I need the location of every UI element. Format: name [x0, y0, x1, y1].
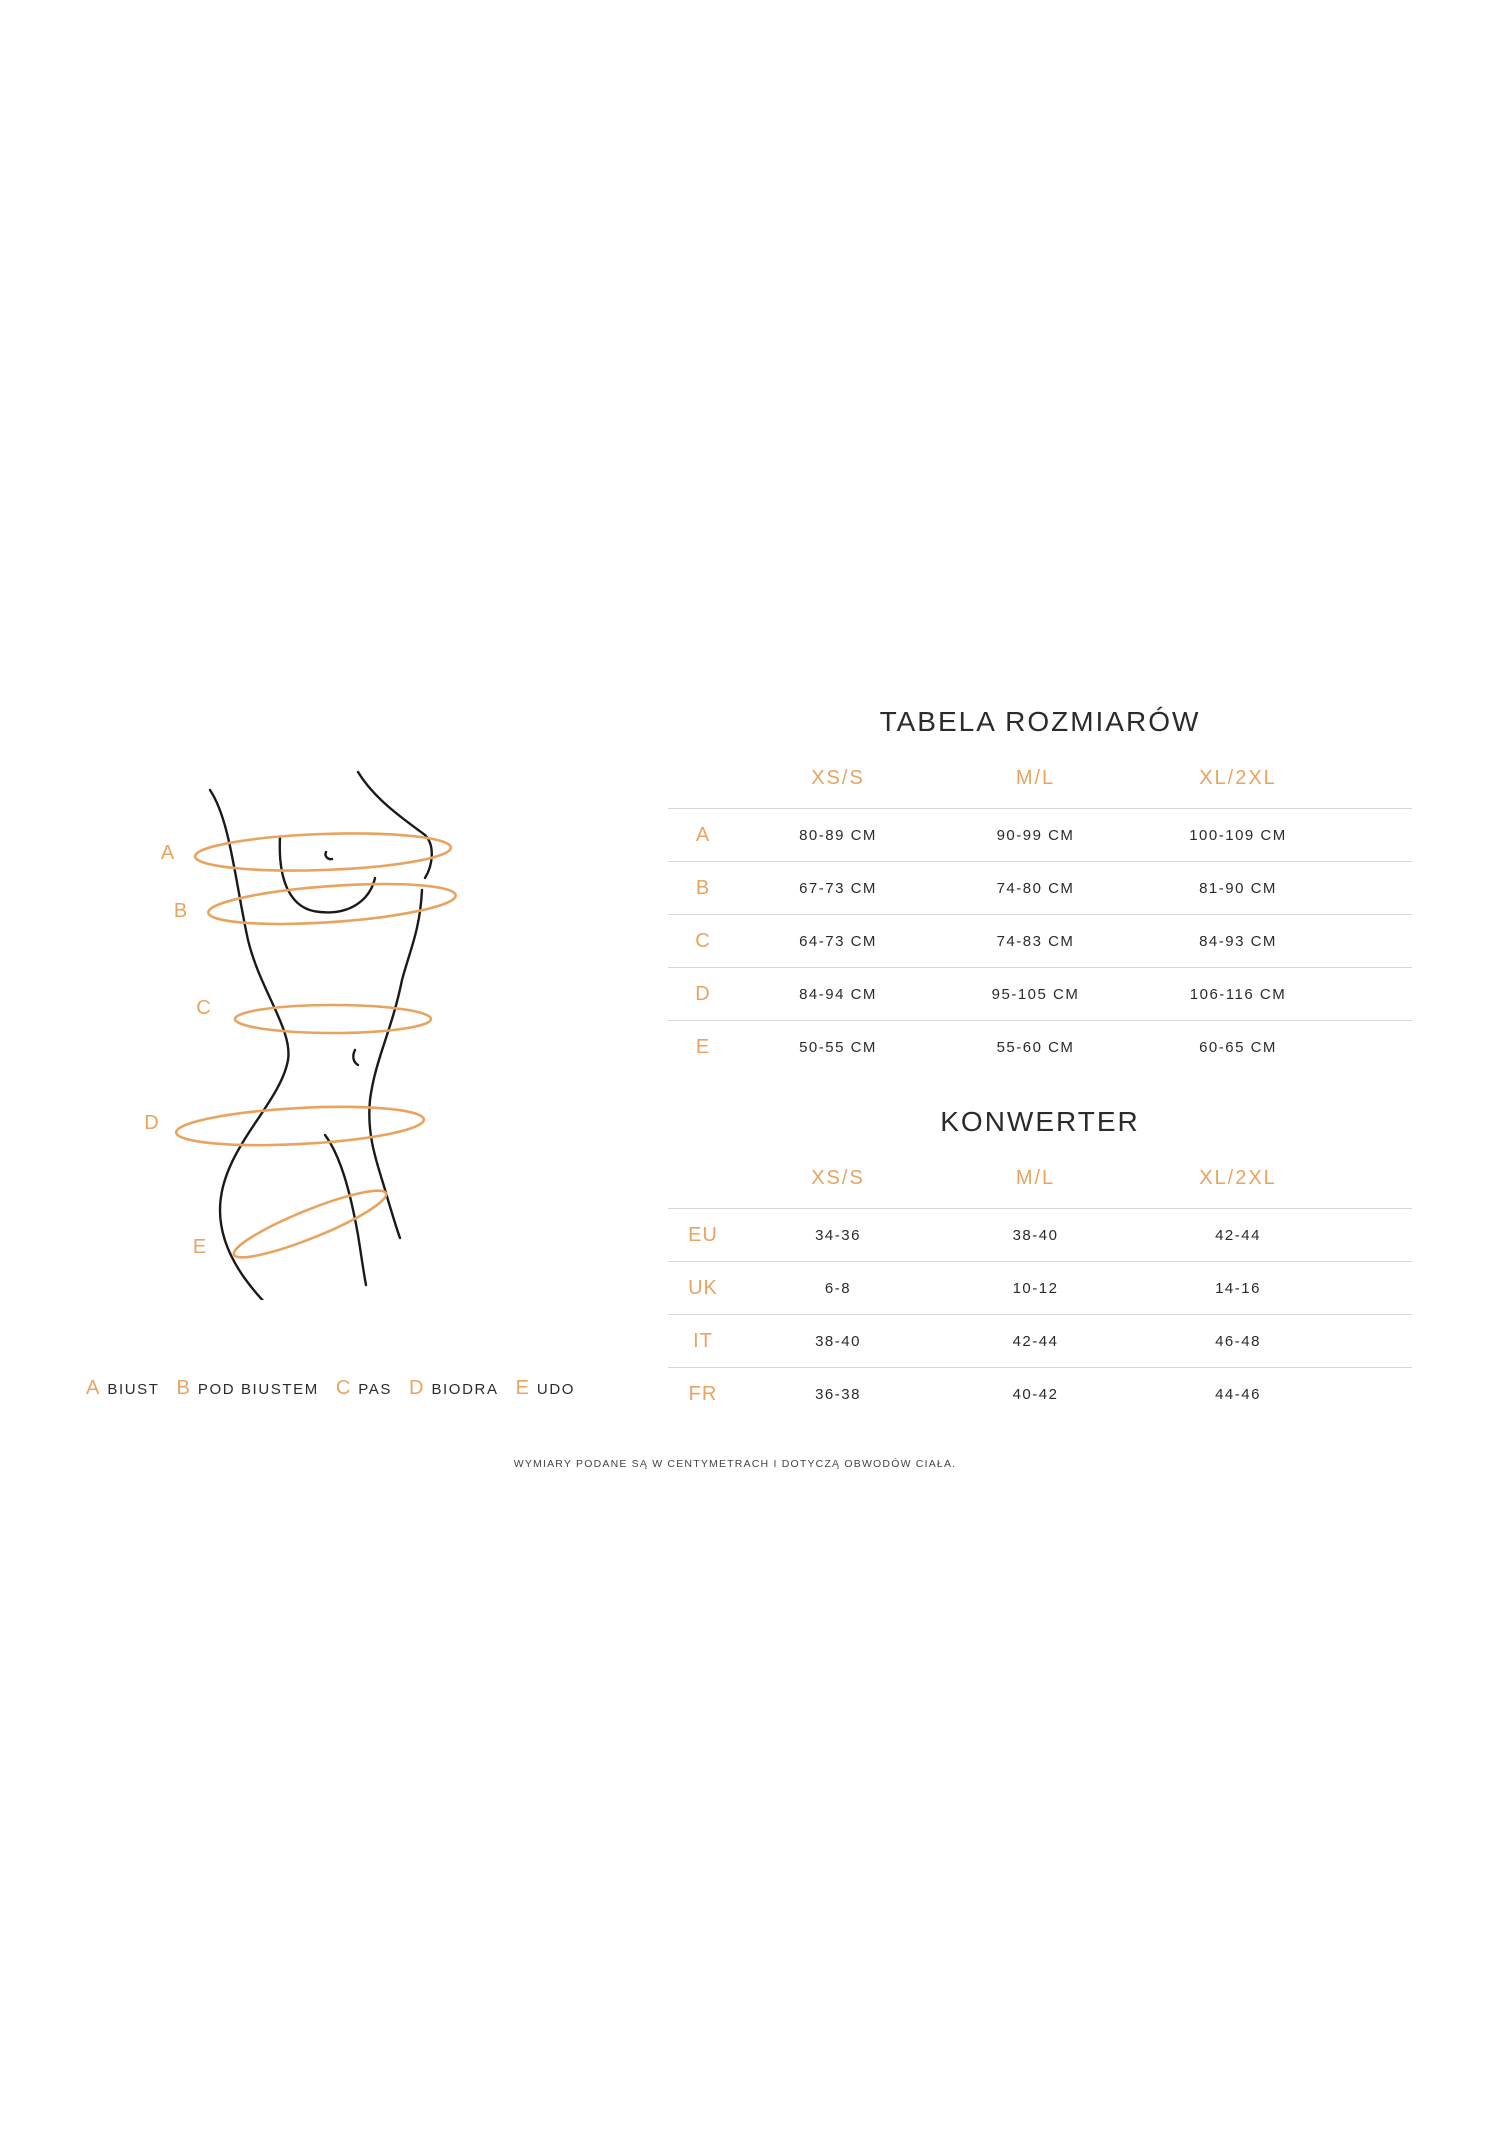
table-cell: 74-83 CM	[996, 932, 1075, 950]
legend-letter: B	[176, 1377, 190, 1399]
table-cell: 95-105 CM	[991, 985, 1080, 1003]
row-label: UK	[688, 1276, 718, 1299]
table-cell: 80-89 CM	[799, 826, 877, 844]
table-cell: 90-99 CM	[996, 826, 1075, 844]
row-label: C	[695, 929, 711, 952]
size-table-title: TABELA ROZMIARÓW	[879, 706, 1201, 737]
table-cell: 106-116 CM	[1189, 985, 1287, 1003]
legend-letter: D	[408, 1377, 424, 1399]
table-cell: 40-42	[1012, 1385, 1059, 1403]
row-label: FR	[688, 1382, 718, 1405]
legend-letter: E	[515, 1377, 529, 1399]
row-label: EU	[688, 1223, 718, 1246]
table-cell: 60-65 CM	[1199, 1038, 1277, 1056]
table-cell: 74-80 CM	[996, 879, 1075, 897]
converter-table-title: KONWERTER	[940, 1106, 1140, 1137]
table-row	[668, 809, 1412, 862]
row-label: B	[695, 876, 711, 899]
legend-label: BIODRA	[431, 1381, 499, 1398]
row-label: E	[695, 1035, 711, 1058]
table-cell: 42-44	[1012, 1332, 1059, 1350]
converter-header-row	[668, 1148, 1412, 1209]
legend-label: BIUST	[107, 1381, 160, 1398]
body-measurement-figure	[130, 760, 490, 1300]
table-cell: 81-90 CM	[1199, 879, 1277, 897]
table-cell: 55-60 CM	[996, 1038, 1075, 1056]
size-table	[668, 748, 1412, 1073]
size-table-header-row	[668, 748, 1412, 809]
size-header-xs-s: XS/S	[811, 1166, 865, 1189]
legend-label: UDO	[536, 1381, 576, 1398]
table-cell: 64-73 CM	[799, 932, 877, 950]
figure-letter-c: C	[196, 997, 212, 1019]
table-cell: 42-44	[1215, 1226, 1261, 1244]
table-row	[668, 1021, 1412, 1073]
table-row	[668, 1209, 1412, 1262]
body-outline-illustration	[130, 760, 490, 1300]
table-row	[668, 862, 1412, 915]
size-header-xl-2xl: XL/2XL	[1199, 1166, 1277, 1189]
table-cell: 84-93 CM	[1199, 932, 1277, 950]
table-row	[668, 915, 1412, 968]
table-cell: 84-94 CM	[799, 985, 877, 1003]
legend-letter: C	[335, 1377, 351, 1399]
table-cell: 46-48	[1215, 1332, 1261, 1350]
table-cell: 10-12	[1012, 1279, 1059, 1297]
table-row	[668, 1368, 1412, 1420]
legend-item	[86, 1377, 160, 1400]
table-cell: 36-38	[815, 1385, 861, 1403]
measurement-footnote: WYMIARY PODANE SĄ W CENTYMETRACH I DOTYCZĄ OBWODÓW CIAŁA.	[513, 1458, 957, 1470]
figure-letter-a: A	[160, 842, 176, 864]
size-header-m-l: M/L	[1015, 766, 1056, 789]
table-cell: 6-8	[824, 1279, 852, 1297]
legend-item	[409, 1377, 499, 1400]
legend-item	[177, 1377, 319, 1400]
table-cell: 100-109 CM	[1189, 826, 1287, 844]
legend-letter: A	[86, 1377, 100, 1399]
table-cell: 38-40	[815, 1332, 861, 1350]
table-row	[668, 1315, 1412, 1368]
size-header-xl-2xl: XL/2XL	[1199, 766, 1277, 789]
legend-label: POD BIUSTEM	[197, 1381, 319, 1398]
size-header-xs-s: XS/S	[811, 766, 865, 789]
measurement-legend	[86, 1377, 592, 1400]
figure-letter-b: B	[173, 900, 189, 922]
figure-letter-d: D	[144, 1112, 160, 1134]
table-cell: 34-36	[815, 1226, 861, 1244]
legend-item	[336, 1377, 392, 1400]
row-label: A	[695, 823, 711, 846]
table-cell: 67-73 CM	[799, 879, 877, 897]
table-cell: 50-55 CM	[799, 1038, 877, 1056]
legend-item	[516, 1377, 575, 1400]
converter-table	[668, 1148, 1412, 1420]
table-row	[668, 968, 1412, 1021]
row-label: IT	[693, 1329, 713, 1352]
table-row	[668, 1262, 1412, 1315]
legend-label: PAS	[358, 1381, 392, 1398]
table-cell: 38-40	[1012, 1226, 1059, 1244]
table-cell: 44-46	[1215, 1385, 1261, 1403]
figure-letter-e: E	[192, 1236, 208, 1258]
row-label: D	[695, 982, 711, 1005]
table-cell: 14-16	[1215, 1279, 1261, 1297]
size-header-m-l: M/L	[1015, 1166, 1056, 1189]
